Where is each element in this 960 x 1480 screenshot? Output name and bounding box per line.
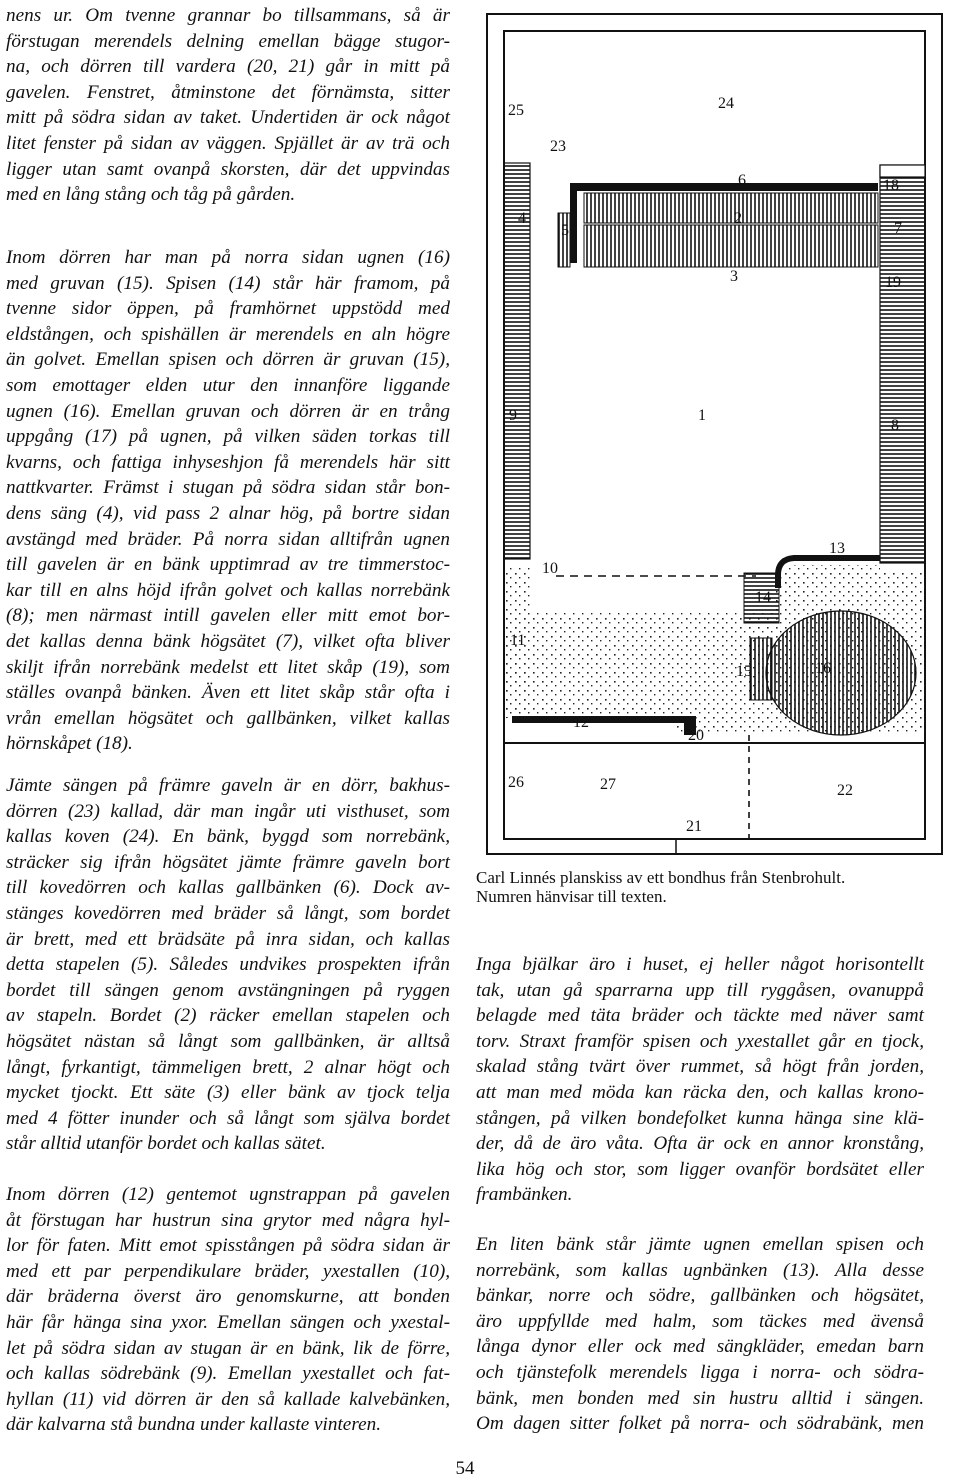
text-line: åt förstugan har hustrun sina grytor med några hyl- [6,1209,450,1231]
text-line: med 4 fötter inunder och så långt som själva bordet [6,1107,450,1129]
label-16: 16 [815,660,831,677]
text-line: tak, utan gå sparrarna upp till ryggåsen, ovanuppå [476,979,924,1001]
left-paragraph-1 [6,3,450,208]
label-21: 21 [686,818,702,835]
paragraph [476,1232,924,1437]
text-line: där bräderna överst äro genomskurne, att bonden [6,1286,450,1308]
caption-line: Carl Linnés planskiss av ett bondhus från Stenbrohult. [476,868,846,887]
text-line: kvarns, och fattiga inhyseshjon få merendels här sitt [6,451,450,473]
text-line: äro uppfyllde med halm, som täckes med ävenså [476,1310,924,1332]
label-1: 1 [698,407,706,424]
label-23: 23 [550,138,566,155]
text-line: kar till en alns höjd ifrån golvet och kallas norrebänk [6,579,450,601]
text-line: till gavelen är en bänk upptimrad av tre timmerstoc- [6,554,450,576]
right-paragraph-1 [476,952,924,1208]
label-24: 24 [718,95,734,112]
text-line: eldstången, och spishällen är merendels en aln högre [6,323,450,345]
text-line: frambänken. [476,1184,573,1206]
text-line: uppgång (17) på ugnen, på vilken säden torkas till [6,426,450,448]
text-line: mycket tjockt. Ett säte (3) eller bänk av tjock telja [6,1082,450,1104]
label-18: 18 [883,177,899,194]
text-line: tvenne sidor öppen, på framhörnet uppstödd med [6,298,450,320]
text-line: lika hög och stor, som ligger ovanför bordsätet eller [476,1158,924,1180]
text-line: långa dynor eller ock med sängkläder, emedan barn [476,1336,924,1358]
text-line: skalad stång tvärt över rummet, så högt från jorden, [476,1056,924,1078]
left-paragraph-3 [6,773,450,1157]
text-line: Jämte sängen på främre gaveln är en dörr, bakhus- [6,775,450,796]
text-line: En liten bänk står jämte ugnen emellan spisen och [476,1234,924,1255]
label-5: 5 [561,222,569,239]
text-line: och tjänstefolk merendels ligga i norra- och södra- [476,1361,924,1383]
label-14: 14 [755,589,771,606]
bench-18-corner [880,165,925,177]
label-25: 25 [508,102,524,119]
label-13: 13 [829,540,845,557]
text-line: nens ur. Om tvenne grannar bo tillsammans, så är [6,5,450,26]
text-line: belagde med täta bräder och täckte med näver samt [476,1005,924,1027]
label-10: 10 [542,560,558,577]
label-15: 15 [736,663,752,680]
floor-plan-sketch [486,13,943,855]
label-26: 26 [508,774,524,791]
text-line: stången, på vilken bondefolket kunna hänga sine klä- [476,1107,924,1129]
page-number: 54 [455,1458,475,1479]
text-line: Inom dörren har man på norra sidan ugnen (16) [6,247,450,268]
text-line: långt, fyrkantigt, tämmeligen brett, 2 alnar högt och [6,1056,450,1078]
text-line: med en lång stång och tåg på gården. [6,184,296,206]
text-line: hyllan (11) vid dörren är den så kallade kalvebänken, [6,1388,450,1410]
paragraph [6,773,450,1157]
text-line: högsätet nästan så långt som gallbänken, är alltså [6,1030,450,1052]
text-line: der, då de äro våta. Ofta är ock en annor kronstång, [476,1133,924,1155]
bench-6-hatch [584,193,878,223]
paragraph [6,1182,450,1438]
label-2: 2 [734,210,742,227]
text-line: dens säng (4), vid pass 2 alnar hög, på bortre sidan [6,502,450,524]
text-line: bordet till sängen genom avstängningen på ryggen [6,979,450,1001]
text-line: ligger utan samt ovanpå skorsten, där det uppvindas [6,158,450,180]
caption-line: Numren hänvisar till texten. [476,887,667,906]
text-line: stänges kovedörren med bräder så långt, som bordet [6,902,450,924]
text-line: vrån emellan högsätet och gallbänken, vilket kallas [6,707,450,729]
text-line: här får hänga sina yxor. Emellan sängen och yxestal- [6,1311,450,1333]
label-6: 6 [738,172,746,189]
text-line: detta stapelen (5). Således undvikes prospekten ifrån [6,954,450,976]
text-line: sträcker sig ifrån högsätet jämte främre gaveln bort [6,851,450,873]
label-3: 3 [730,268,738,285]
text-line: skiljt ifrån norrebänk medelst ett litet skåp (19), som [6,656,450,678]
label-8: 8 [891,417,899,434]
text-line: med ett par perpendikulare bräder, yxestallen (10), [6,1260,450,1282]
text-line: gavelen. Fenstret, åtminstone det förnämsta, sitter [6,81,450,103]
table-2 [584,225,878,267]
text-line: let på södra sidan av stugan är en bänk, lik de förre, [6,1337,450,1359]
label-12: 12 [573,714,589,731]
text-line: är brett, med ett brädsäte på inra sidan, och kallas [6,928,450,950]
text-line: (8); men närmast intill gavelen eller mitt emot bor- [6,605,450,627]
text-line: till kovedörren och kallas gallbänken (6). Dock av- [6,877,450,899]
label-11: 11 [510,632,526,649]
text-line: med gruvan (15). Spisen (14) står här framom, på [6,272,450,294]
label-22: 22 [837,782,853,799]
bench-8 [880,165,925,563]
label-7: 7 [894,220,902,237]
text-line: hörnskåpet (18). [6,733,133,755]
bench-9 [504,163,530,559]
text-line: ugnen (16). Emellan gruvan och dörren är en trång [6,400,450,422]
right-paragraph-2 [476,1232,924,1437]
text-line: står alltid utanför bordet och kallas sätet. [6,1133,326,1155]
text-line: det kallas denna bänk högsätet (7), vilket ofta bliver [6,630,450,652]
label-9: 9 [509,407,517,424]
text-line: att man med möda kan räcka den, och kallas krono- [476,1081,924,1103]
text-line: kallas koven (24). En bänk, byggd som norrebänk, [6,826,450,848]
text-line: avstängd med bräder. På norra sidan alltifrån ugnen [6,528,450,550]
text-line: bänkar, norre och södre, gallbänken och högsätet, [476,1285,924,1307]
text-line: och kallas södrebänk (9). Emellan yxestallet och fat- [6,1363,450,1385]
text-line: av stapeln. Bordet (2) räcker emellan stapelen och [6,1005,450,1027]
paragraph [476,952,924,1208]
text-line: än golvet. Emellan spisen och dörren är gruvan (15), [6,349,450,371]
label-20: 20 [688,727,704,744]
left-paragraph-2 [6,245,450,757]
label-4: 4 [518,210,526,227]
text-line: nattkvarter. Främst i stugan på södra sidan står bon- [6,477,450,499]
label-19: 19 [885,274,901,291]
text-line: ställes ovanpå bänken. Även ett litet skåp står ofta i [6,682,450,704]
paragraph [6,245,450,757]
text-line: där kalvarna stå bundna under kallaste vinteren. [6,1414,381,1436]
text-line: lor för faten. Mitt emot spisstången på södra sidan är [6,1235,450,1257]
figure-caption [476,868,936,906]
text-line: Inom dörren (12) gentemot ugnstrappan på gavelen [6,1184,450,1205]
label-27: 27 [600,776,616,793]
text-line: litet fenster på sidan av väggen. Spjället är av trä och [6,132,450,154]
text-line: bänk, men bonden med sin hustru alltid i sängen. [476,1387,924,1409]
left-paragraph-4 [6,1182,450,1438]
paragraph [6,3,450,208]
text-line: förstugan merendels delning emellan bägge stugor- [6,30,450,52]
text-line: Om dagen sitter folket på norra- och södrabänk, men [476,1413,924,1435]
text-line: norrebänk, som kallas ugnbänken (13). Alla desse [476,1259,924,1281]
text-line: dörren (23) kallad, där man ingår uti visthuset, som [6,800,450,822]
oven-16-dots-r [880,573,925,733]
shelf-12 [512,716,696,735]
text-line: na, och dörren till vardera (20, 21) går in mitt på [6,56,450,78]
text-line: Inga bjälkar äro i huset, ej heller något horisontellt [476,954,924,975]
text-line: som emottager elden utur den innanföre liggande [6,374,450,396]
text-line: mitt på södra sidan av taket. Undertiden är ock något [6,107,450,129]
text-line: torv. Straxt framför spisen och yxestallet går en tjock, [476,1030,924,1052]
